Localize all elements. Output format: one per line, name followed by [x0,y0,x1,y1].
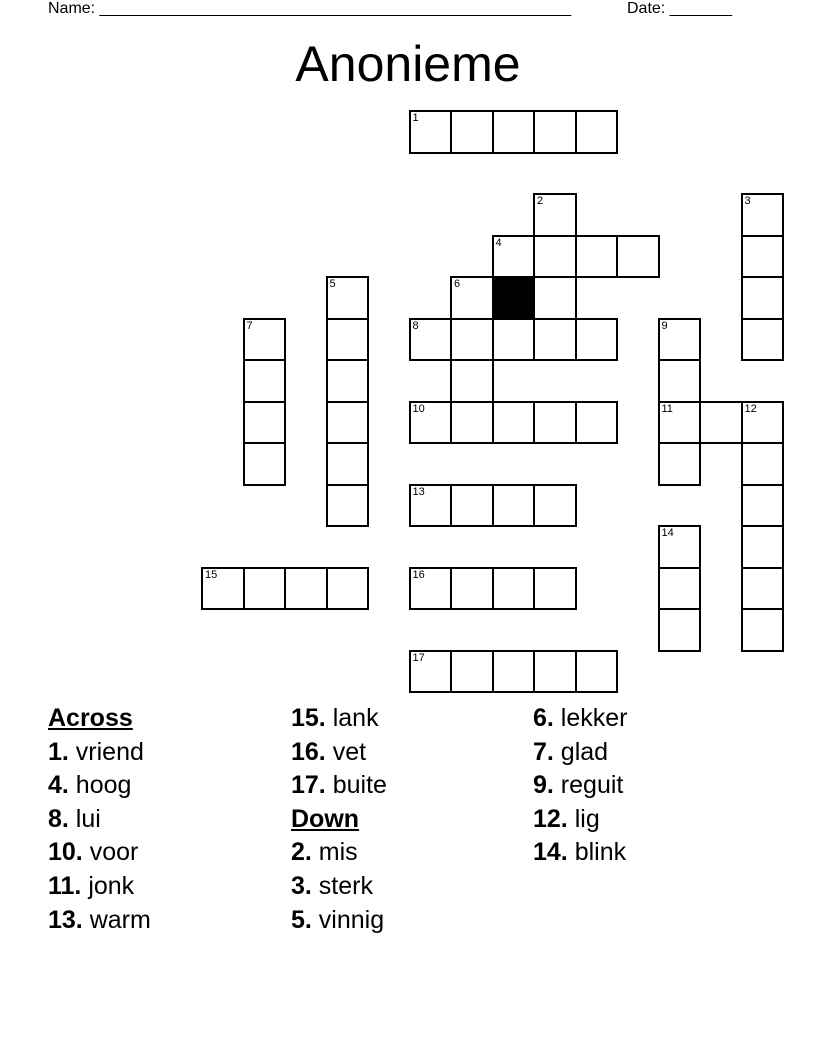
clue-text: jonk [81,871,135,900]
grid-cell[interactable] [575,235,619,279]
grid-cell[interactable] [741,401,785,445]
grid-cell[interactable] [326,567,370,611]
clue-number: 8. [48,804,69,833]
clues-column-3 [533,702,628,870]
clue-number: 15. [291,704,326,732]
clue-item [291,702,387,736]
clues-column-2 [291,702,387,937]
grid-cell[interactable] [658,318,702,362]
grid-cell[interactable] [658,608,702,652]
grid-cell[interactable] [409,567,453,611]
grid-cell[interactable] [409,110,453,154]
grid-cell[interactable] [492,110,536,154]
clue-text: lig [567,804,600,833]
clue-item [291,870,387,904]
clue-section-heading: Down [291,804,360,833]
clue-item [291,769,387,803]
clue-number: 9 [661,319,668,332]
grid-cell[interactable] [658,442,702,486]
clue-item [291,904,387,938]
grid-cell[interactable] [533,235,577,279]
clue-number: 10 [412,402,425,415]
clue-text: vet [325,737,367,766]
clue-text: vriend [68,737,144,766]
grid-cell[interactable] [243,401,287,445]
grid-cell[interactable] [326,484,370,528]
clue-number: 17. [291,771,326,800]
grid-cell[interactable] [409,318,453,362]
grid-cell[interactable] [658,525,702,569]
grid-cell[interactable] [492,567,536,611]
grid-cell[interactable] [533,110,577,154]
grid-cell[interactable] [450,276,494,320]
grid-cell[interactable] [741,567,785,611]
grid-cell[interactable] [533,318,577,362]
clue-number: 4 [495,236,502,249]
clue-text: hoog [68,771,132,800]
clue-text: voor [82,838,139,867]
clue-number: 9. [533,771,554,800]
grid-cell[interactable] [409,650,453,694]
grid-cell[interactable] [450,359,494,403]
grid-cell[interactable] [409,401,453,445]
grid-cell[interactable] [326,401,370,445]
clue-number: 16. [291,737,326,766]
grid-cell[interactable] [243,359,287,403]
name-label: Name: _____________________________________________________ [48,0,572,17]
grid-cell[interactable] [201,567,245,611]
clue-number: 3 [744,195,751,207]
clue-number: 5 [329,278,336,290]
grid-cell[interactable] [243,442,287,486]
clue-item [48,904,151,938]
clue-number: 14 [661,527,674,539]
clue-item [48,736,151,770]
clue-number: 11. [48,871,82,900]
clue-number: 6. [533,704,554,732]
grid-cell[interactable] [699,401,743,445]
clue-number: 7. [533,737,554,766]
grid-cell[interactable] [492,484,536,528]
grid-cell[interactable] [533,193,577,237]
grid-cell[interactable] [741,193,785,237]
clue-text: vinnig [311,905,385,934]
clue-item [48,836,151,870]
clue-text: glad [553,737,609,766]
grid-cell[interactable] [492,318,536,362]
clue-text: reguit [553,771,624,800]
clue-number: 15 [205,568,218,581]
grid-cell[interactable] [533,401,577,445]
clue-text: blink [567,838,627,867]
clue-item [48,769,151,803]
clue-number: 6 [454,278,461,290]
clue-text: lank [325,704,379,732]
grid-cell[interactable] [326,276,370,320]
clue-item [533,736,628,770]
grid-cell[interactable] [326,318,370,362]
grid-cell[interactable] [741,276,785,320]
grid-cell[interactable] [575,650,619,694]
clue-number: 13 [412,485,425,498]
clue-number: 12. [533,804,568,833]
clue-text: warm [82,905,151,934]
grid-cell[interactable] [658,567,702,611]
grid-cell[interactable] [450,567,494,611]
clue-number: 1 [412,112,419,124]
clue-item [533,769,628,803]
clue-item [291,836,387,870]
grid-cell[interactable] [243,318,287,362]
grid-cell[interactable] [326,359,370,403]
clue-number: 11 [661,402,673,415]
clue-number: 12 [744,402,757,415]
grid-cell[interactable] [741,484,785,528]
clue-number: 16 [412,568,425,581]
clue-number: 10. [48,838,83,867]
grid-cell[interactable] [533,276,577,320]
grid-cell[interactable] [658,401,702,445]
clue-number: 2 [537,195,544,207]
grid-cell[interactable] [243,567,287,611]
grid-cell[interactable] [533,567,577,611]
clue-section-heading: Across [48,704,133,732]
clue-number: 5. [291,905,312,934]
grid-cell[interactable] [741,525,785,569]
grid-cell[interactable] [616,235,660,279]
clue-number: 1. [48,737,69,766]
grid-cell[interactable] [450,318,494,362]
grid-cell[interactable] [450,401,494,445]
clue-item [291,736,387,770]
grid-cell[interactable] [492,650,536,694]
clue-item [533,702,628,736]
clue-item [533,803,628,837]
grid-cell[interactable] [741,318,785,362]
grid-cell[interactable] [450,484,494,528]
clue-text: mis [311,838,358,867]
clue-number: 17 [412,651,425,664]
clue-text: sterk [311,871,373,900]
clue-number: 4. [48,771,69,800]
grid-cell[interactable] [575,110,619,154]
clue-text: buite [325,771,387,800]
grid-cell[interactable] [658,359,702,403]
grid-cell[interactable] [741,442,785,486]
grid-cell[interactable] [741,608,785,652]
clue-number: 13. [48,905,83,934]
grid-cell[interactable] [741,235,785,279]
grid-cell[interactable] [533,650,577,694]
clue-item [48,803,151,837]
grid-cell[interactable] [284,567,328,611]
grid-cell[interactable] [450,110,494,154]
clue-number: 8 [412,319,419,332]
grid-cell[interactable] [492,401,536,445]
clue-item [533,836,628,870]
grid-cell[interactable] [575,318,619,362]
grid-cell[interactable] [326,442,370,486]
grid-cell[interactable] [492,235,536,279]
black-cell [492,276,536,320]
clues-column-1 [48,702,151,937]
clue-number: 3. [291,871,312,900]
clue-number: 7 [246,319,253,332]
grid-cell[interactable] [409,484,453,528]
grid-cell[interactable] [533,484,577,528]
page-title: Anonieme [295,36,521,92]
clue-text: lekker [553,704,628,732]
clue-text: lui [68,804,101,833]
clue-item [48,870,151,904]
clue-number: 14. [533,838,568,867]
grid-cell[interactable] [450,650,494,694]
date-label: Date: _______ [627,0,732,17]
grid-cell[interactable] [575,401,619,445]
clue-number: 2. [291,838,312,867]
